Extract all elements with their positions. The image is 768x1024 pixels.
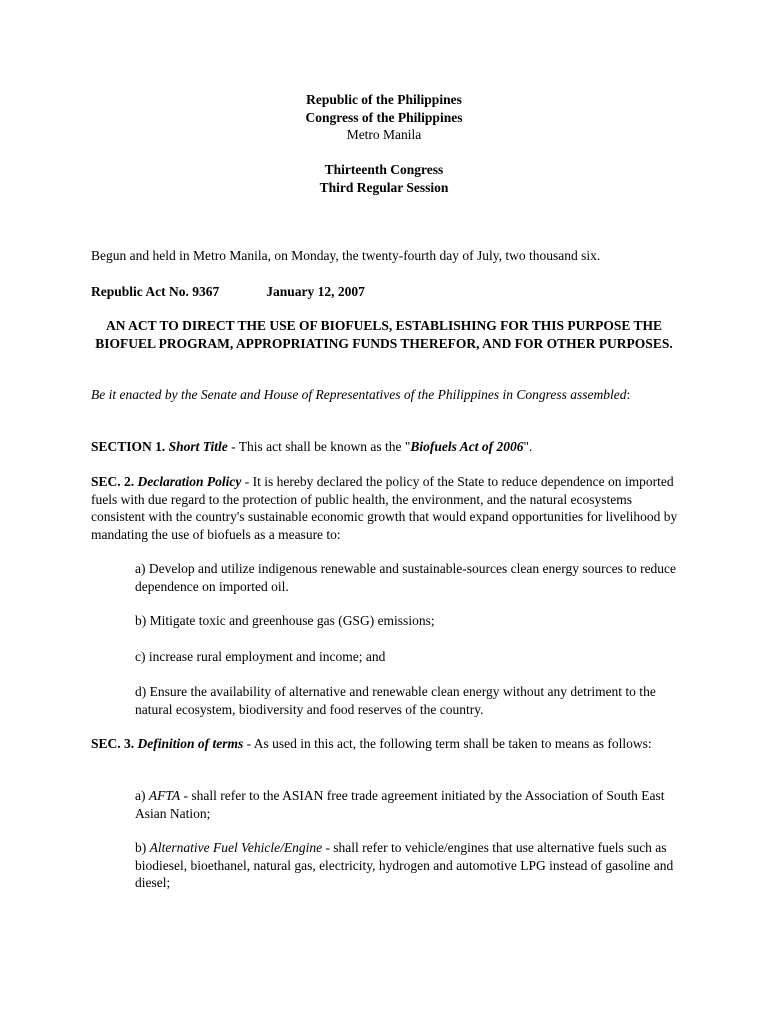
section-2-heading: Declaration Policy [137,474,242,489]
enactment-clause [91,386,687,404]
header-congress: Congress of the Philippines [305,109,463,125]
header-location: Metro Manila [346,127,422,142]
begun-statement: Begun and held in Metro Manila, on Monday, the twenty-fourth day of July, two thousand six. [91,248,601,263]
section-2-item-d: d) Ensure the availability of alternative and renewable clean energy without any detriment to the natural ecosystem, biodiversity and food reserves of the country. [135,684,656,717]
act-date: January 12, 2007 [266,284,365,299]
item-a-text: - shall refer to the ASIAN free trade agreement initiated by the Association of South East Asian Nation; [135,788,665,821]
section-3-heading: Definition of terms [137,736,244,751]
section-3-label: SEC. 3. [91,736,135,751]
section-2-item-c: c) increase rural employment and income; and [135,649,386,664]
section-3 [91,735,687,753]
section-1-text: - This act shall be known as the " [227,439,411,454]
section-1-end: ". [523,439,533,454]
section-2-item-b: b) Mitigate toxic and greenhouse gas (GSG) emissions; [135,613,435,628]
header-congress-number: Thirteenth Congress [324,162,444,177]
section-3-item-a [135,787,687,822]
item-b-prefix: b) [135,840,150,855]
item-b-term: Alternative Fuel Vehicle/Engine [149,840,323,855]
enactment-text: Be it enacted by the Senate and House of Representatives of the Philippines in Congress assembled [91,387,627,402]
enactment-end: : [626,387,631,402]
act-number: Republic Act No. 9367 [91,284,220,299]
section-2 [91,473,687,543]
section-1-label: SECTION 1. [91,439,166,454]
header-session: Third Regular Session [319,179,449,195]
section-2-text: - It is hereby declared the policy of the State to reduce dependence on imported fuels with due regard to the protection of public health, the environment, and the natural ecosystems consistent with the country's sustainable economic growth that would expand opportunities for livelihood by mandating the use of biofuels as a measure to: [91,474,678,542]
act-title: AN ACT TO DIRECT THE USE OF BIOFUELS, ESTABLISHING FOR THIS PURPOSE THE BIOFUEL PROGRAM, APPROPRIATING FUNDS THEREFOR, AND FOR OTHER PURPOSES. [95,318,673,351]
section-1-heading: Short Title [168,439,228,454]
item-b-text: - shall refer to vehicle/engines that use alternative fuels such as biodiesel, bioethanel, natural gas, electricity, hydrogen and automotive LPG instead of gasoline and diesel; [135,840,674,890]
section-2-label: SEC. 2. [91,474,135,489]
section-3-item-b [135,839,687,892]
section-1 [91,438,687,456]
section-3-text: - As used in this act, the following term shall be taken to means as follows: [243,736,652,751]
item-a-prefix: a) [135,788,149,803]
section-1-act-name: Biofuels Act of 2006 [410,439,524,454]
header-republic: Republic of the Philippines [306,92,462,107]
item-a-term: AFTA [148,788,181,803]
section-2-item-a: a) Develop and utilize indigenous renewable and sustainable-sources clean energy sources to reduce dependence on imported oil. [135,561,677,594]
act-number-line [91,283,687,301]
